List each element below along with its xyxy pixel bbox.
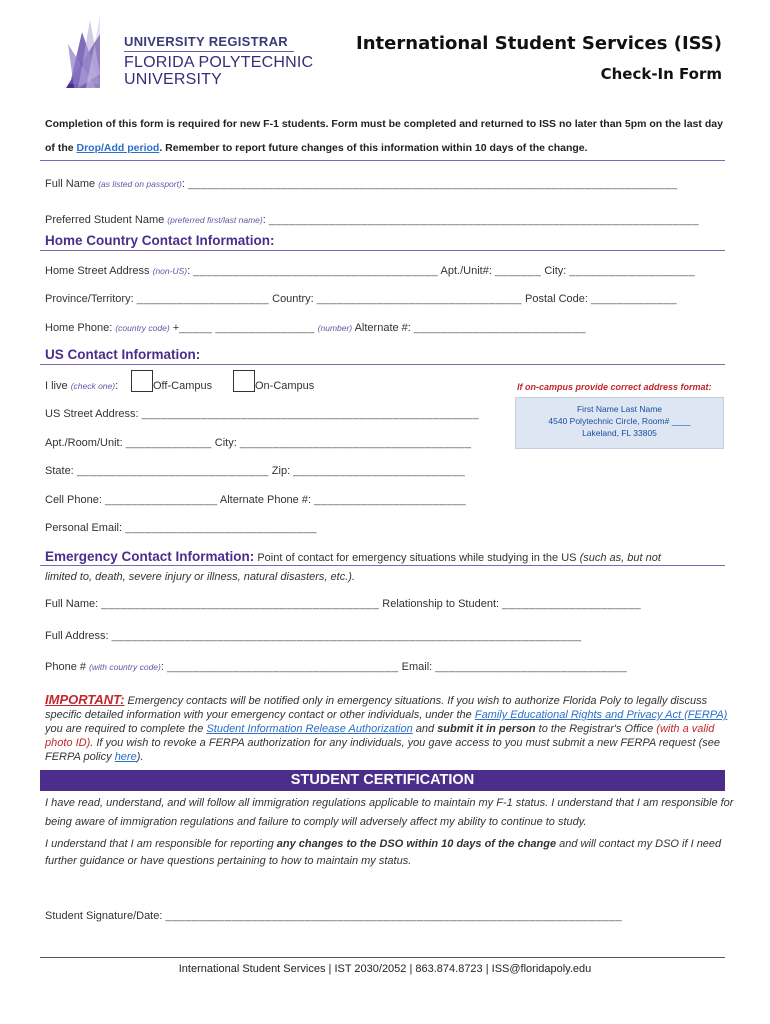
us-city-field[interactable]: ___________________________________ — [239, 437, 472, 449]
on-campus-checkbox[interactable] — [233, 370, 255, 392]
alt-phone-label: Alternate Phone #: — [219, 494, 312, 506]
emergency-name-field[interactable]: __________________________________________ — [101, 598, 380, 610]
province-field[interactable]: ____________________ — [136, 293, 270, 305]
alternate-label: Alternate #: — [354, 322, 411, 334]
logo-text-university: UNIVERSITY — [124, 71, 223, 88]
emergency-desc: Point of contact for emergency situations while studying in the US — [254, 552, 580, 564]
personal-email-label: Personal Email: — [45, 522, 123, 534]
page-title: International Student Services (ISS) — [356, 33, 722, 54]
home-phone-plus: + — [172, 322, 180, 334]
personal-email-row — [45, 522, 317, 534]
emergency-email-label: Email: — [401, 661, 433, 673]
alternate-field[interactable]: __________________________ — [413, 322, 586, 334]
important-text-3: and — [412, 723, 438, 735]
state-zip-row — [45, 465, 465, 477]
us-apt-label: Apt./Room/Unit: — [45, 437, 123, 449]
full-name-field[interactable]: __________________________________________________________________________ — [187, 178, 678, 190]
on-campus-note: If on-campus provide correct address format: — [517, 382, 712, 392]
intro-paragraph — [45, 112, 735, 160]
emergency-email-field[interactable]: _____________________________ — [435, 661, 628, 673]
home-phone-number-field[interactable]: _______________ — [215, 322, 315, 334]
zip-label: Zip: — [271, 465, 291, 477]
home-apt-field[interactable]: _______ — [494, 265, 542, 277]
off-campus-checkbox[interactable] — [131, 370, 153, 392]
certification-para-2-bold: any changes to the DSO within 10 days of the change — [276, 838, 557, 850]
us-street-label: US Street Address: — [45, 408, 139, 420]
state-label: State: — [45, 465, 74, 477]
home-street-row: Home Street Address (non-US): _____________________________________ Apt./Unit#: _______ City: ___________________ — [45, 265, 696, 277]
student-certification-heading: STUDENT CERTIFICATION — [40, 770, 725, 791]
country-field[interactable]: _______________________________ — [316, 293, 522, 305]
address-format-line1: First Name Last Name — [576, 404, 663, 414]
emergency-address-field[interactable]: _______________________________________________________________________ — [111, 630, 582, 642]
important-paragraph — [45, 693, 730, 764]
certification-para-2b: and will contact my DSO if I need further guidance or have questions pertaining to how to maintain my status. — [45, 838, 722, 867]
us-street-field[interactable]: ___________________________________________________ — [141, 408, 480, 420]
home-street-label: Home Street Address — [45, 265, 150, 277]
state-field[interactable]: _____________________________ — [76, 465, 269, 477]
emergency-name-row — [45, 598, 641, 610]
emergency-name-label: Full Name: — [45, 598, 99, 610]
important-text-2: you are required to complete the — [45, 723, 207, 735]
emergency-heading-block — [45, 547, 735, 587]
intro-text-2: . Remember to report future changes of this information within 10 days of the change. — [159, 142, 588, 154]
important-text-6: ). — [136, 751, 144, 763]
us-contact-rule — [40, 364, 725, 365]
photo-id-text: (with a valid photo ID) — [45, 723, 715, 749]
home-apt-label: Apt./Unit#: — [440, 265, 492, 277]
emergency-desc-italic-2: limited to, death, severe injury or illness, natural disasters, etc.). — [45, 571, 355, 583]
preferred-name-hint: (preferred first/last name) — [167, 215, 263, 225]
emergency-phone-hint: (with country code) — [89, 662, 161, 672]
certification-para-1: I have read, understand, and will follow all immigration regulations applicable to maintain my F-1 status. I understand that I am responsible for being aware of immigration regulations and failure to comply will adversely affect my ability to continue to study. — [45, 797, 734, 828]
off-campus-label: Off-Campus — [153, 380, 213, 392]
full-name-row: Full Name (as listed on passport): __________________________________________________________________________ — [45, 178, 678, 190]
drop-add-link[interactable]: Drop/Add period — [76, 142, 160, 154]
emergency-address-label: Full Address: — [45, 630, 109, 642]
cell-phone-label: Cell Phone: — [45, 494, 102, 506]
signature-row — [45, 910, 622, 922]
footer-rule — [40, 957, 725, 958]
postal-field[interactable]: _____________ — [591, 293, 678, 305]
preferred-name-label: Preferred Student Name — [45, 214, 165, 226]
home-contact-heading: Home Country Contact Information: — [45, 233, 275, 248]
footer-contact: International Student Services | IST 2030/2052 | 863.874.8723 | ISS@floridapoly.edu — [178, 963, 592, 975]
zip-field[interactable]: __________________________ — [293, 465, 466, 477]
ferpa-policy-here-link[interactable]: here — [114, 751, 137, 763]
emergency-phone-field[interactable]: ___________________________________ — [166, 661, 399, 673]
logo-rule — [124, 51, 294, 52]
certification-para-2a: I understand that I am responsible for reporting — [45, 838, 277, 850]
submit-in-person-text: submit it in person — [437, 723, 536, 735]
us-contact-heading: US Contact Information: — [45, 347, 201, 362]
i-live-hint: (check one) — [70, 381, 116, 391]
home-contact-rule — [40, 250, 725, 251]
full-name-label: Full Name — [45, 178, 96, 190]
us-street-row — [45, 408, 479, 420]
signature-field[interactable]: _____________________________________________________________________ — [165, 910, 623, 922]
i-live-label: I live — [45, 380, 68, 392]
home-street-field[interactable]: _____________________________________ — [193, 265, 439, 277]
intro-divider — [40, 160, 725, 161]
home-phone-code-field[interactable]: _____ — [179, 322, 213, 334]
us-city-label: City: — [214, 437, 237, 449]
release-authorization-link[interactable]: Student Information Release Authorization — [206, 723, 413, 735]
country-label: Country: — [272, 293, 314, 305]
emergency-heading: Emergency Contact Information: — [45, 549, 255, 564]
important-label: IMPORTANT: — [45, 692, 125, 707]
address-format-box — [515, 397, 724, 449]
logo-text-florida-poly: FLORIDA POLYTECHNIC — [124, 54, 314, 71]
address-format-line3: Lakeland, FL 33805 — [582, 428, 657, 438]
us-apt-field[interactable]: _____________ — [125, 437, 212, 449]
province-row — [45, 293, 677, 305]
on-campus-label: On-Campus — [255, 380, 315, 392]
province-label: Province/Territory: — [45, 293, 134, 305]
home-phone-code-hint: (country code) — [115, 323, 170, 333]
emergency-address-row — [45, 630, 582, 642]
emergency-phone-label: Phone # — [45, 661, 86, 673]
preferred-name-field[interactable]: _________________________________________________________________ — [268, 214, 699, 226]
cell-phone-row — [45, 494, 466, 506]
ferpa-link[interactable]: Family Educational Rights and Privacy Act (FERPA) — [474, 709, 728, 721]
alt-phone-field[interactable]: _______________________ — [314, 494, 467, 506]
important-text-1: Emergency contacts will be notified only in emergency situations. If you wish to authorize Florida Poly to legally discuss specific detailed information with your emergency contact or other individuals, under the — [45, 695, 708, 721]
emergency-phone-row: Phone # (with country code): ___________________________________ Email: _____________________________ — [45, 661, 628, 673]
logo-text-registrar: UNIVERSITY REGISTRAR — [124, 34, 288, 49]
preferred-name-row: Preferred Student Name (preferred first/last name): _________________________________________________________________ — [45, 214, 699, 226]
emergency-desc-italic-1: (such as, but not — [579, 552, 661, 564]
certification-para-2 — [45, 836, 735, 870]
intro-text-1: Completion of this form is required for new F-1 students. Form must be completed and returned to ISS no later than 5pm on the last day of the — [45, 118, 723, 154]
address-format-line2: 4540 Polytechnic Circle, Room# ____ — [548, 416, 691, 426]
personal-email-field[interactable]: _____________________________ — [125, 522, 318, 534]
important-text-4: to the Registrar's Office — [535, 723, 657, 735]
emergency-rule — [40, 565, 725, 566]
relationship-label: Relationship to Student: — [382, 598, 500, 610]
home-city-label: City: — [544, 265, 567, 277]
cell-phone-field[interactable]: _________________ — [104, 494, 218, 506]
signature-label: Student Signature/Date: — [45, 910, 163, 922]
home-phone-row — [45, 322, 586, 334]
important-text-5: . If you wish to revoke a FERPA authorization for any individuals, you gave access to you must submit a new FERPA request (see FERPA policy — [45, 737, 720, 763]
full-name-hint: (as listed on passport) — [98, 179, 182, 189]
i-live-row: I live (check one): — [45, 380, 119, 392]
home-city-field[interactable]: ___________________ — [569, 265, 696, 277]
home-street-hint: (non-US) — [152, 266, 188, 276]
postal-label: Postal Code: — [524, 293, 588, 305]
relationship-field[interactable]: _____________________ — [502, 598, 642, 610]
home-phone-number-hint: (number) — [317, 323, 353, 333]
home-phone-label: Home Phone: — [45, 322, 113, 334]
us-apt-row — [45, 437, 471, 449]
page-subtitle: Check-In Form — [600, 65, 722, 83]
